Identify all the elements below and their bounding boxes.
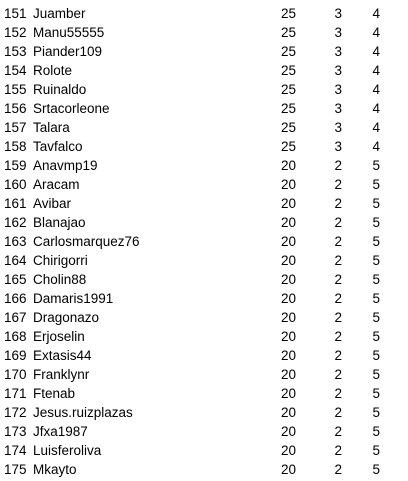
username-cell: Ruinaldo — [33, 82, 87, 97]
score-cell: 25 — [280, 63, 296, 78]
column-2-cell: 2 — [334, 234, 342, 249]
column-2-cell: 2 — [334, 348, 342, 363]
username-cell: Srtacorleone — [33, 101, 110, 116]
rank-cell: 158 — [4, 139, 27, 154]
table-row — [4, 346, 404, 365]
table-row — [4, 308, 404, 327]
username-cell: Erjoselin — [33, 329, 85, 344]
column-2-cell: 2 — [334, 405, 342, 420]
column-3-cell: 4 — [372, 25, 380, 40]
username-cell: Luisferoliva — [33, 443, 102, 458]
username-cell: Cholin88 — [33, 272, 87, 287]
score-cell: 25 — [280, 6, 296, 21]
column-2-cell: 2 — [334, 310, 342, 325]
score-cell: 20 — [280, 386, 296, 401]
score-cell: 20 — [280, 424, 296, 439]
column-2-cell: 2 — [334, 462, 342, 477]
rank-cell: 161 — [4, 196, 27, 211]
table-row — [4, 194, 404, 213]
rank-cell: 157 — [4, 120, 27, 135]
column-3-cell: 4 — [372, 120, 380, 135]
table-row — [4, 327, 404, 346]
table-row — [4, 118, 404, 137]
rank-cell: 159 — [4, 158, 27, 173]
username-cell: Carlosmarquez76 — [33, 234, 140, 249]
rank-cell: 160 — [4, 177, 27, 192]
column-2-cell: 2 — [334, 443, 342, 458]
table-row — [4, 137, 404, 156]
table-row — [4, 289, 404, 308]
column-3-cell: 5 — [372, 177, 380, 192]
score-cell: 20 — [280, 443, 296, 458]
rank-cell: 167 — [4, 310, 27, 325]
column-3-cell: 5 — [372, 215, 380, 230]
column-2-cell: 2 — [334, 291, 342, 306]
score-cell: 20 — [280, 177, 296, 192]
column-3-cell: 4 — [372, 44, 380, 59]
ranking-table — [4, 4, 404, 479]
username-cell: Ftenab — [33, 386, 76, 401]
column-3-cell: 5 — [372, 424, 380, 439]
table-row — [4, 42, 404, 61]
score-cell: 25 — [280, 120, 296, 135]
column-3-cell: 5 — [372, 272, 380, 287]
username-cell: Franklynr — [33, 367, 90, 382]
column-2-cell: 2 — [334, 424, 342, 439]
table-row — [4, 403, 404, 422]
table-row — [4, 251, 404, 270]
column-2-cell: 3 — [334, 25, 342, 40]
table-row — [4, 270, 404, 289]
column-3-cell: 5 — [372, 367, 380, 382]
score-cell: 20 — [280, 196, 296, 211]
table-row — [4, 4, 404, 23]
column-3-cell: 5 — [372, 310, 380, 325]
column-3-cell: 4 — [372, 6, 380, 21]
username-cell: Talara — [33, 120, 70, 135]
column-3-cell: 5 — [372, 462, 380, 477]
score-cell: 20 — [280, 462, 296, 477]
rank-cell: 164 — [4, 253, 27, 268]
table-row — [4, 23, 404, 42]
table-row — [4, 213, 404, 232]
score-cell: 20 — [280, 291, 296, 306]
column-3-cell: 4 — [372, 63, 380, 78]
column-2-cell: 2 — [334, 272, 342, 287]
rank-cell: 171 — [4, 386, 27, 401]
column-3-cell: 5 — [372, 196, 380, 211]
table-row — [4, 441, 404, 460]
username-cell: Juamber — [33, 6, 86, 21]
column-2-cell: 2 — [334, 215, 342, 230]
rank-cell: 152 — [4, 25, 27, 40]
score-cell: 20 — [280, 215, 296, 230]
username-cell: Jesus.ruizplazas — [33, 405, 133, 420]
username-cell: Anavmp19 — [33, 158, 98, 173]
username-cell: Jfxa1987 — [33, 424, 88, 439]
column-3-cell: 4 — [372, 101, 380, 116]
score-cell: 20 — [280, 348, 296, 363]
score-cell: 25 — [280, 101, 296, 116]
rank-cell: 162 — [4, 215, 27, 230]
column-3-cell: 5 — [372, 405, 380, 420]
column-2-cell: 3 — [334, 82, 342, 97]
username-cell: Blanajao — [33, 215, 86, 230]
rank-cell: 156 — [4, 101, 27, 116]
rank-cell: 155 — [4, 82, 27, 97]
username-cell: Dragonazo — [33, 310, 100, 325]
rank-cell: 168 — [4, 329, 27, 344]
column-3-cell: 4 — [372, 82, 380, 97]
table-row — [4, 61, 404, 80]
rank-cell: 166 — [4, 291, 27, 306]
score-cell: 25 — [280, 82, 296, 97]
rank-cell: 151 — [4, 6, 27, 21]
username-cell: Chirigorri — [33, 253, 88, 268]
score-cell: 20 — [280, 234, 296, 249]
column-3-cell: 5 — [372, 348, 380, 363]
column-2-cell: 2 — [334, 386, 342, 401]
score-cell: 25 — [280, 139, 296, 154]
table-row — [4, 156, 404, 175]
username-cell: Avibar — [33, 196, 72, 211]
score-cell: 20 — [280, 405, 296, 420]
column-3-cell: 5 — [372, 291, 380, 306]
column-3-cell: 5 — [372, 329, 380, 344]
column-2-cell: 2 — [334, 329, 342, 344]
rank-cell: 174 — [4, 443, 27, 458]
column-3-cell: 5 — [372, 158, 380, 173]
column-3-cell: 5 — [372, 253, 380, 268]
table-row — [4, 422, 404, 441]
column-2-cell: 3 — [334, 44, 342, 59]
score-cell: 20 — [280, 158, 296, 173]
score-cell: 25 — [280, 25, 296, 40]
score-cell: 20 — [280, 272, 296, 287]
score-cell: 20 — [280, 253, 296, 268]
column-2-cell: 3 — [334, 63, 342, 78]
table-row — [4, 80, 404, 99]
score-cell: 20 — [280, 310, 296, 325]
username-cell: Tavfalco — [33, 139, 83, 154]
table-row — [4, 365, 404, 384]
column-2-cell: 2 — [334, 367, 342, 382]
rank-cell: 163 — [4, 234, 27, 249]
username-cell: Mkayto — [33, 462, 77, 477]
table-row — [4, 175, 404, 194]
rank-cell: 173 — [4, 424, 27, 439]
column-3-cell: 5 — [372, 386, 380, 401]
column-2-cell: 2 — [334, 196, 342, 211]
rank-cell: 175 — [4, 462, 27, 477]
rank-cell: 170 — [4, 367, 27, 382]
table-row — [4, 232, 404, 251]
rank-cell: 169 — [4, 348, 27, 363]
column-2-cell: 2 — [334, 177, 342, 192]
column-3-cell: 4 — [372, 139, 380, 154]
username-cell: Manu55555 — [33, 25, 105, 40]
column-2-cell: 3 — [334, 120, 342, 135]
username-cell: Aracam — [33, 177, 80, 192]
column-3-cell: 5 — [372, 443, 380, 458]
column-2-cell: 2 — [334, 253, 342, 268]
column-2-cell: 3 — [334, 6, 342, 21]
username-cell: Piander109 — [33, 44, 103, 59]
rank-cell: 153 — [4, 44, 27, 59]
username-cell: Extasis44 — [33, 348, 92, 363]
rank-cell: 154 — [4, 63, 27, 78]
rank-cell: 165 — [4, 272, 27, 287]
column-3-cell: 5 — [372, 234, 380, 249]
score-cell: 25 — [280, 44, 296, 59]
column-2-cell: 3 — [334, 101, 342, 116]
table-row — [4, 384, 404, 403]
score-cell: 20 — [280, 329, 296, 344]
rank-cell: 172 — [4, 405, 27, 420]
table-row — [4, 460, 404, 479]
column-2-cell: 2 — [334, 158, 342, 173]
username-cell: Damaris1991 — [33, 291, 114, 306]
username-cell: Rolote — [33, 63, 73, 78]
column-2-cell: 3 — [334, 139, 342, 154]
table-row — [4, 99, 404, 118]
score-cell: 20 — [280, 367, 296, 382]
